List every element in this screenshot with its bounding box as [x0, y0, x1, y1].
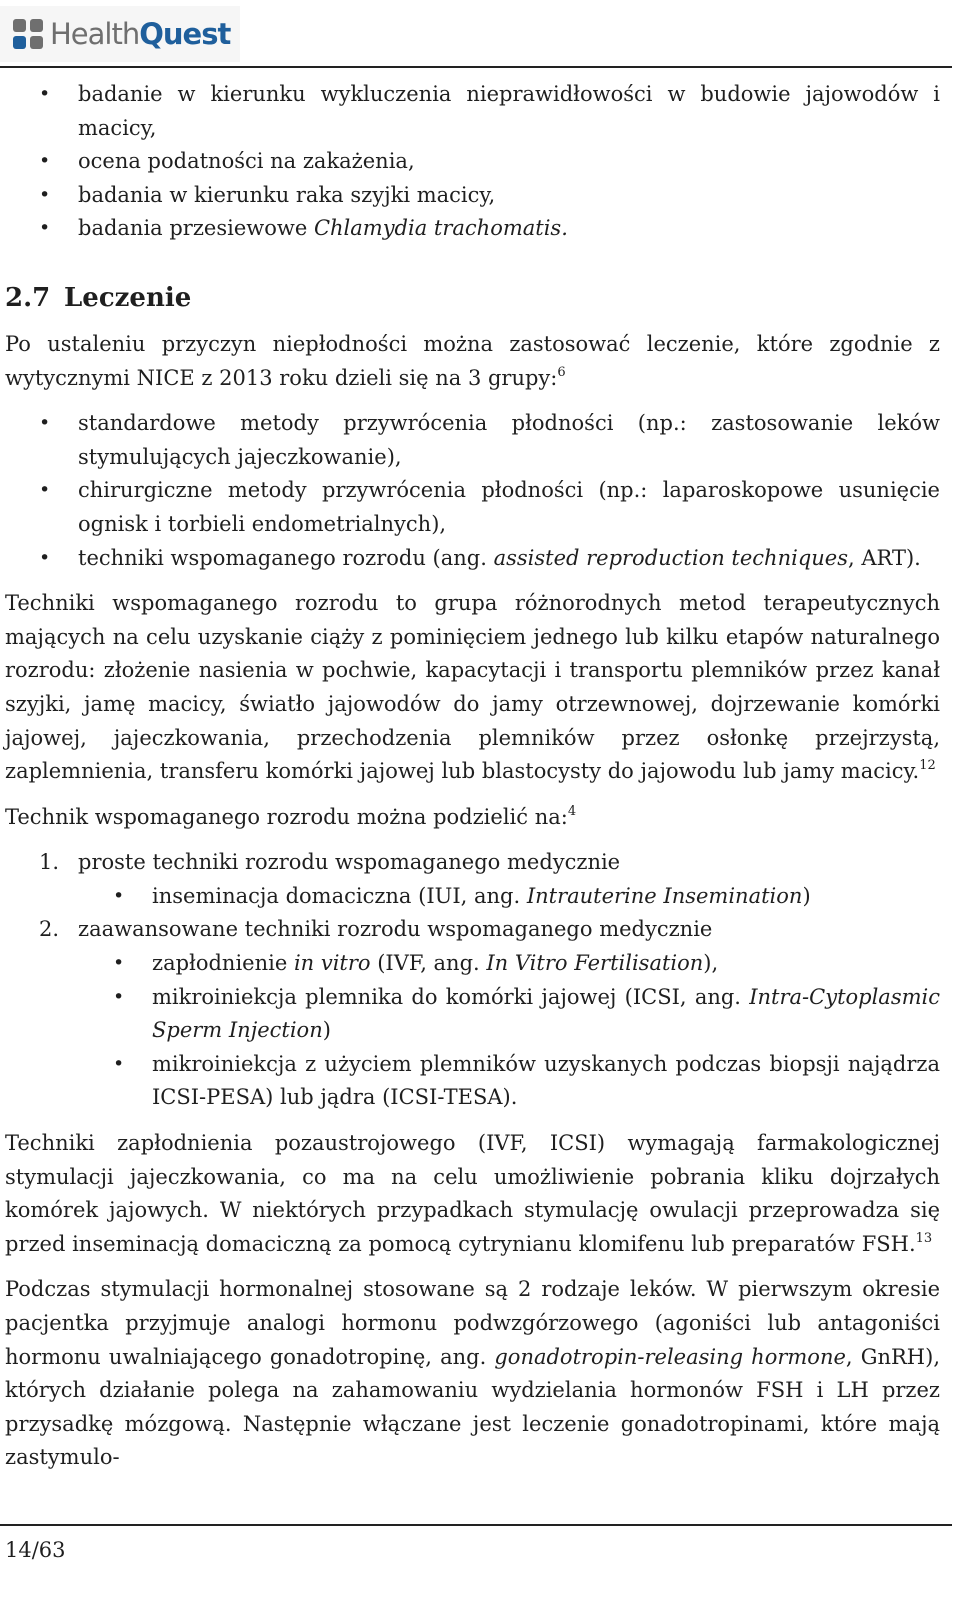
logo-text: HealthQuest: [50, 17, 231, 51]
top-bullet-list: [5, 78, 940, 246]
ivf-paragraph: Techniki zapłodnienia pozaustrojowego (IVF, ICSI) wymagają farmakologicznej stymulacji jajeczkowania, co ma na celu umożliwienie pobrania kliku dojrzałych komórek jajowych. W niektórych przypadkach stymulację owulacji przeprowadza się przed inseminacją domaciczną za pomocą cytrynianu klomifenu lub preparatów FSH.$^{13}$: [5, 1131, 940, 1256]
footer-divider: [0, 1524, 952, 1526]
list-item: • badania przesiewowe Chlamydia trachomatis.: [5, 212, 940, 246]
list-item: • techniki wspomaganego rozrodu (ang. assisted reproduction techniques, ART).: [5, 542, 940, 576]
section-heading: 2.7 Leczenie: [5, 282, 192, 313]
numbered-item: 2. zaawansowane techniki rozrodu wspomaganego medycznie • zapłodnienie in vitro (IVF, ang. In Vitro Fertilisation), • mikroiniekcja plemnika do komórki jajowej (ICSI, ang. Intra-Cytoplasmic Sperm Injection) • mikroiniekcja z użyciem plemników uzyskanych podczas biopsji najądrza ICSI-PESA) lub jądra (ICSI-TESA).: [5, 913, 940, 1115]
list-item: • chirurgiczne metody przywrócenia płodności (np.: laparoskopowe usunięcie ognisk i torbieli endometrialnych),: [5, 474, 940, 541]
sub-bullet-list: [5, 947, 940, 1115]
list-item: • ocena podatności na zakażenia,: [5, 145, 940, 179]
list-item: • zapłodnienie in vitro (IVF, ang. In Vitro Fertilisation),: [5, 947, 940, 981]
sub-bullet-list: [5, 880, 940, 914]
list-item: • badanie w kierunku wykluczenia nieprawidłowości w budowie jajowodów i macicy,: [5, 78, 940, 145]
document-body: [5, 78, 940, 1475]
intro-paragraph: Po ustaleniu przyczyn niepłodności można zastosować leczenie, które zgodnie z wytycznymi NICE z 2013 roku dzieli się na 3 grupy:$^6$: [5, 331, 940, 390]
list-item: • mikroiniekcja z użyciem plemników uzyskanych podczas biopsji najądrza ICSI-PESA) lub jądra (ICSI-TESA).: [5, 1048, 940, 1115]
stimulation-paragraph: Podczas stymulacji hormonalnej stosowane są 2 rodzaje leków. W pierwszym okresie pacjentka przyjmuje analogi hormonu podwzgórzowego (agoniści lub antagoniści hormonu uwalniającego gonadotropinę, ang. gonadotropin-releasing hormone, GnRH), których działanie polega na zahamowaniu wydzielania hormonów FSH i LH przez przysadkę mózgową. Następnie włączane jest leczenie gonadotropinami, które mają zastymulo-: [5, 1277, 940, 1470]
logo-cross-icon: [10, 16, 46, 52]
list-item: • standardowe metody przywrócenia płodności (np.: zastosowanie leków stymulujących jajeczkowanie),: [5, 407, 940, 474]
treatment-groups-list: [5, 407, 940, 575]
numbered-item: 1. proste techniki rozrodu wspomaganego medycznie • inseminacja domaciczna (IUI, ang. Intrauterine Insemination): [5, 846, 940, 913]
header-divider: [0, 66, 952, 68]
page-number: 14/63: [5, 1538, 66, 1562]
healthquest-logo: [0, 6, 240, 62]
list-item: • inseminacja domaciczna (IUI, ang. Intrauterine Insemination): [5, 880, 940, 914]
art-paragraph: Techniki wspomaganego rozrodu to grupa różnorodnych metod terapeutycznych mających na celu uzyskanie ciąży z pominięciem jednego lub kilku etapów naturalnego rozrodu: złożenie nasienia w pochwie, kapacytacji i transportu plemników przez kanał szyjki, jamę macicy, światło jajowodów do jamy otrzewnowej, dojrzewanie komórki jajowej, jajeczkowania, przechodzenia plemników przez osłonkę przejrzystą, zaplemnienia, transferu komórki jajowej lub blastocysty do jajowodu lub jamy macicy.$^{12}$: [5, 591, 940, 784]
division-paragraph: Technik wspomaganego rozrodu można podzielić na:$^4$: [5, 803, 577, 829]
list-item: • mikroiniekcja plemnika do komórki jajowej (ICSI, ang. Intra-Cytoplasmic Sperm Injection): [5, 981, 940, 1048]
list-item: • badania w kierunku raka szyjki macicy,: [5, 179, 940, 213]
techniques-numbered-list: [5, 846, 940, 1115]
